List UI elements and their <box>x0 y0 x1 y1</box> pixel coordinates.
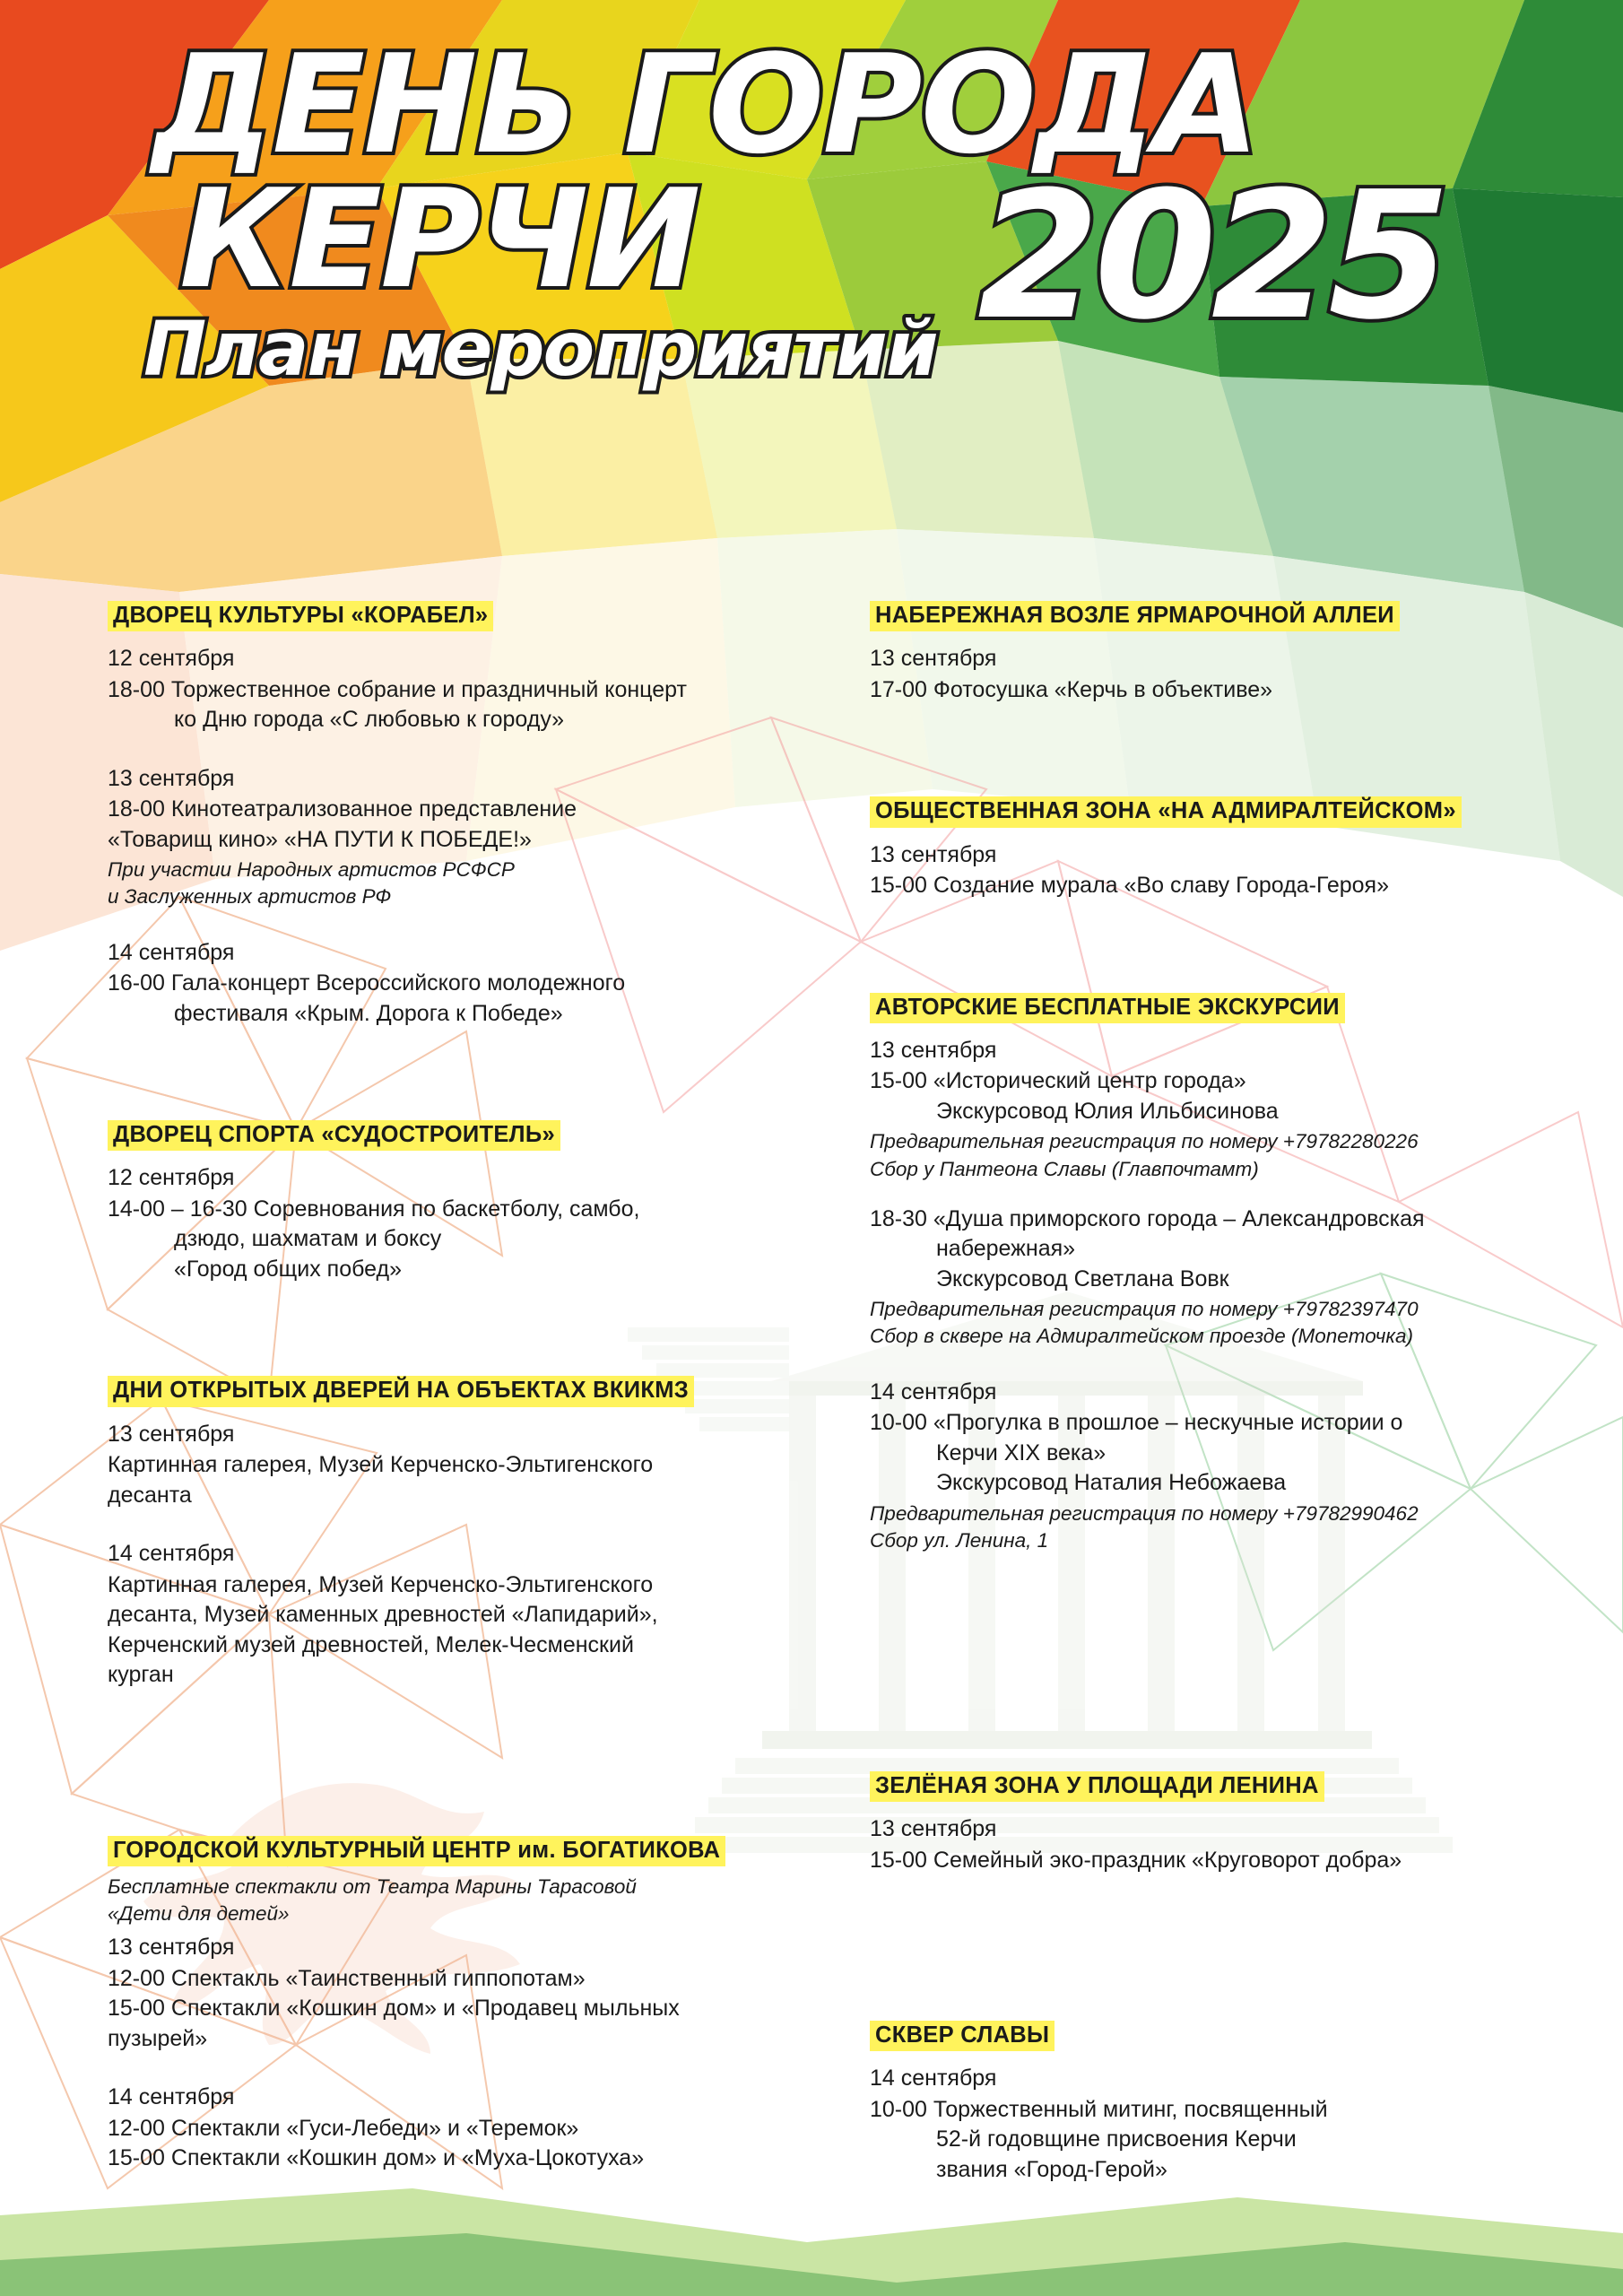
venue-title: ДВОРЕЦ СПОРТА «СУДОСТРОИТЕЛЬ» <box>108 1120 560 1151</box>
event-text: 18-00 Кинотеатрализованное представление <box>108 796 577 822</box>
event-text-cont: курган <box>108 1662 174 1688</box>
event-guide: Экскурсовод Наталия Небожаева <box>936 1470 1287 1495</box>
event-text-cont: десанта <box>108 1482 192 1508</box>
event-date: 12 сентября <box>108 1165 235 1191</box>
page-title-line1: ДЕНЬ ГОРОДА <box>152 25 1258 184</box>
event-line <box>870 1066 1578 1126</box>
event-date: 13 сентября <box>870 646 997 672</box>
event-note: Сбор ул. Ленина, 1 <box>870 1528 1049 1552</box>
venue-title: ДВОРЕЦ КУЛЬТУРЫ «КОРАБЕЛ» <box>108 601 493 631</box>
event-text-cont: ко Дню города «С любовью к городу» <box>174 707 565 733</box>
event-line <box>870 675 1578 706</box>
venue-block-korabel <box>108 601 816 1029</box>
venue-title: НАБЕРЕЖНАЯ ВОЗЛЕ ЯРМАРОЧНОЙ АЛЛЕИ <box>870 601 1400 631</box>
event-text-cont: Керченский музей древностей, Мелек-Чесменский <box>108 1631 634 1657</box>
event-line <box>108 1570 816 1691</box>
right-column <box>870 601 1578 2222</box>
event-text: 12-00 Спектакли «Гуси-Лебеди» и «Теремок» <box>108 2115 579 2141</box>
event-note: При участии Народных артистов РСФСР <box>108 858 515 882</box>
event-line <box>108 1964 816 2055</box>
event-text-cont: Керчи XIX века» <box>936 1439 1107 1465</box>
event-note: Сбор у Пантеона Славы (Главпочтамт) <box>870 1157 1259 1180</box>
event-text-cont: десанта, Музей каменных древностей «Лапидарий», <box>108 1602 658 1628</box>
event-line <box>870 2095 1578 2186</box>
event-text-cont: дзюдо, шахматам и боксу <box>174 1226 442 1252</box>
venue-title: ЗЕЛЁНАЯ ЗОНА У ПЛОЩАДИ ЛЕНИНА <box>870 1771 1324 1802</box>
event-line <box>870 1205 1578 1295</box>
event-text: 15-00 Семейный эко-праздник «Круговорот добра» <box>870 1847 1402 1873</box>
event-text: Картинная галерея, Музей Керченско-Эльтигенского <box>108 1452 654 1478</box>
event-text-cont: «Товарищ кино» «НА ПУТИ К ПОБЕДЕ!» <box>108 826 532 852</box>
event-note: Предварительная регистрация по номеру +79782990462 <box>870 1501 1419 1525</box>
event-text: 12-00 Спектакль «Таинственный гиппопотам» <box>108 1965 586 1991</box>
event-text-cont: звания «Город-Герой» <box>936 2156 1167 2182</box>
event-text-cont: пузырей» <box>108 2025 208 2051</box>
event-date: 14 сентября <box>108 939 235 965</box>
event-date: 13 сентября <box>108 1421 235 1447</box>
event-text-cont: «Город общих побед» <box>174 1256 402 1282</box>
page-subtitle: План мероприятий <box>143 305 937 393</box>
event-line <box>870 1846 1578 1876</box>
event-text-cont: фестиваля «Крым. Дорога к Победе» <box>174 1000 563 1026</box>
event-line <box>108 675 816 735</box>
event-line <box>108 795 816 855</box>
event-line <box>870 1408 1578 1499</box>
event-note: Сбор в сквере на Адмиралтейском проезде (Моneточка) <box>870 1325 1414 1348</box>
venue-title: АВТОРСКИЕ БЕСПЛАТНЫЕ ЭКСКУРСИИ <box>870 993 1345 1023</box>
venue-title: ОБЩЕСТВЕННАЯ ЗОНА «НА АДМИРАЛТЕЙСКОМ» <box>870 796 1462 827</box>
left-column <box>108 601 816 2212</box>
event-line <box>108 2114 816 2174</box>
venue-block-bogatikov <box>108 1836 816 2174</box>
page-title-line2: КЕРЧИ <box>179 160 699 318</box>
event-note: Предварительная регистрация по номеру +79782397470 <box>870 1298 1419 1321</box>
event-date: 14 сентября <box>108 1541 235 1567</box>
event-note: и Заслуженных артистов РФ <box>108 885 392 909</box>
event-date: 14 сентября <box>108 2084 235 2110</box>
event-line <box>108 1195 816 1285</box>
event-line <box>108 969 816 1029</box>
event-text: 15-00 Спектакли «Кошкин дом» и «Муха-Цокотуха» <box>108 2145 645 2171</box>
venue-title: ДНИ ОТКРЫТЫХ ДВЕРЕЙ НА ОБЪЕКТАХ ВКИКМЗ <box>108 1376 694 1406</box>
event-text: 15-00 Спектакли «Кошкин дом» и «Продавец мыльных <box>108 1996 680 2022</box>
event-date: 14 сентября <box>870 2066 997 2092</box>
venue-block-excursions <box>870 993 1578 1554</box>
event-date: 13 сентября <box>870 841 997 867</box>
event-date: 13 сентября <box>870 1037 997 1063</box>
venue-title: ГОРОДСКОЙ КУЛЬТУРНЫЙ ЦЕНТР им. БОГАТИКОВА <box>108 1836 725 1866</box>
venue-block-skver-slavy <box>870 2021 1578 2185</box>
event-text: 18-30 «Душа приморского города – Александровская <box>870 1205 1425 1231</box>
event-date: 13 сентября <box>870 1816 997 1842</box>
venue-block-vkikmz <box>108 1376 816 1690</box>
page-title-year: 2025 <box>977 154 1445 359</box>
event-text: 15-00 Создание мурала «Во славу Города-Героя» <box>870 873 1389 899</box>
venue-block-naberezhnaya <box>870 601 1578 705</box>
event-guide: Экскурсовод Светлана Вовк <box>936 1265 1229 1292</box>
event-text: 16-00 Гала-концерт Всероссийского молодежного <box>108 970 626 996</box>
event-text: Картинная галерея, Музей Керченско-Эльтигенского <box>108 1571 654 1597</box>
event-text: 14-00 – 16-30 Соревнования по баскетболу, самбо, <box>108 1196 640 1222</box>
poster-header <box>0 0 1623 592</box>
event-date: 13 сентября <box>108 1935 235 1961</box>
event-guide: Экскурсовод Юлия Ильбисинова <box>936 1098 1279 1124</box>
event-text: 17-00 Фотосушка «Керчь в объективе» <box>870 676 1273 702</box>
event-line <box>108 1450 816 1510</box>
event-text-cont: 52-й годовщине присвоения Керчи <box>936 2126 1297 2152</box>
venue-title: СКВЕР СЛАВЫ <box>870 2021 1055 2051</box>
venue-intro-note: Бесплатные спектакли от Театра Марины Тарасовой <box>108 1875 637 1899</box>
event-text: 18-00 Торжественное собрание и праздничный концерт <box>108 676 687 702</box>
event-text: 10-00 «Прогулка в прошлое – нескучные истории о <box>870 1410 1403 1435</box>
venue-block-sudostroitel <box>108 1120 816 1284</box>
event-date: 13 сентября <box>108 765 235 791</box>
event-date: 14 сентября <box>870 1378 997 1405</box>
event-text: 10-00 Торжественный митинг, посвященный <box>870 2096 1328 2122</box>
event-text-cont: набережная» <box>936 1236 1076 1262</box>
event-line <box>870 871 1578 901</box>
venue-block-admiralteysky <box>870 796 1578 900</box>
event-text: 15-00 «Исторический центр города» <box>870 1068 1246 1094</box>
venue-block-lenin-square <box>870 1771 1578 1875</box>
event-date: 12 сентября <box>108 646 235 672</box>
venue-intro-note: «Дети для детей» <box>108 1902 290 1926</box>
event-note: Предварительная регистрация по номеру +79782280226 <box>870 1130 1419 1153</box>
